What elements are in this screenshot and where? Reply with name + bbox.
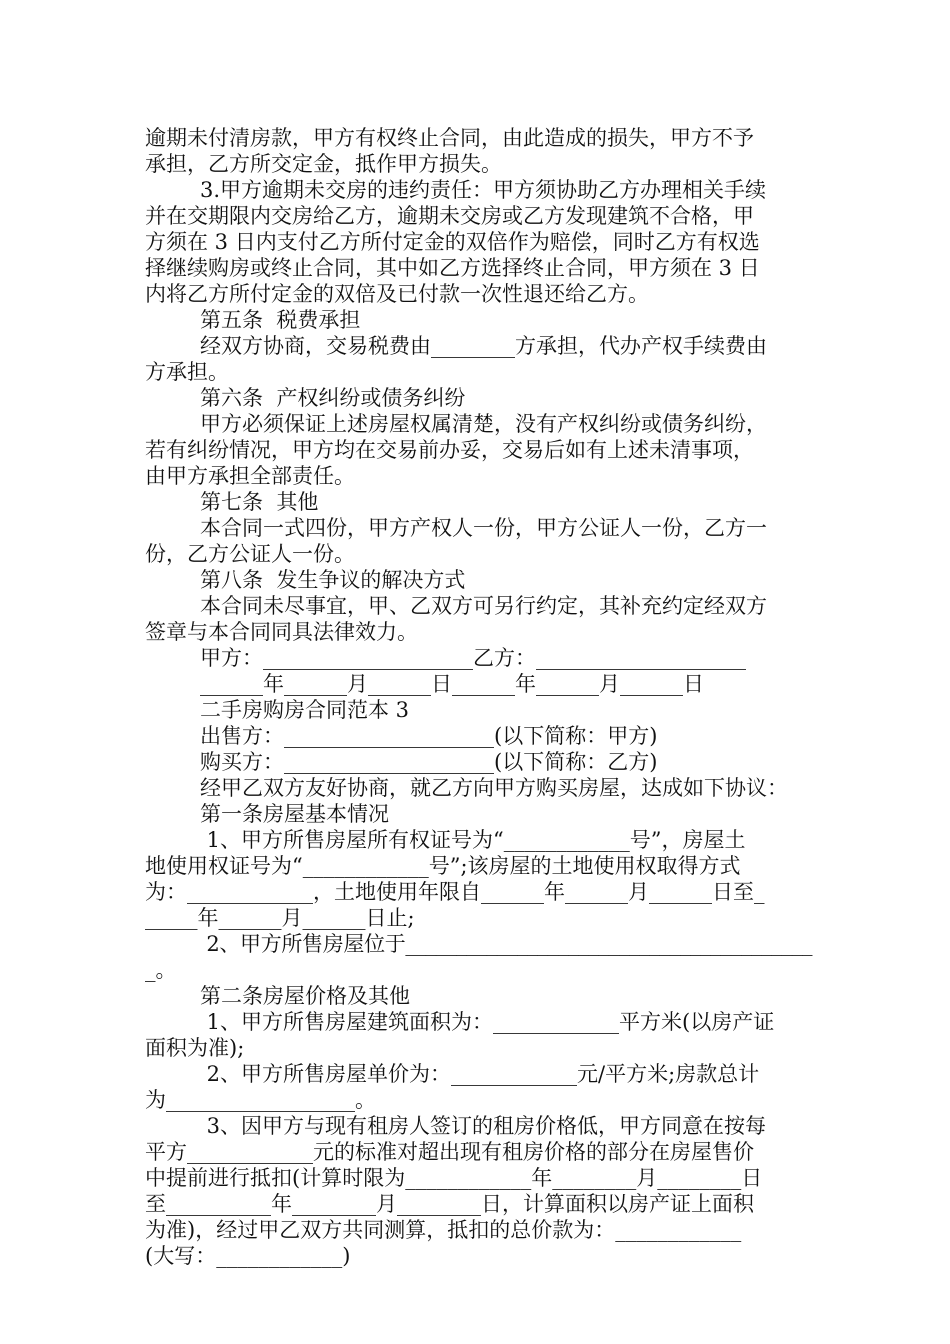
document-subtitle: 二手房购房合同范本 3 — [200, 698, 410, 722]
paragraph-line: _。 — [145, 958, 177, 982]
section-heading: 第五条 税费承担 — [200, 308, 361, 332]
paragraph-line: 为：____________，土地使用年限自______年______月______日至_ — [145, 880, 765, 904]
buyer-line: 购买方：____________________(以下简称：乙方) — [200, 750, 658, 774]
paragraph-line: 份，乙方公证人一份。 — [145, 542, 355, 566]
section-heading: 第六条 产权纠纷或债务纠纷 — [200, 386, 466, 410]
paragraph-line: 经甲乙双方友好协商，就乙方向甲方购买房屋，达成如下协议： — [200, 776, 788, 800]
paragraph-line: 内将乙方所付定金的双倍及已付款一次性退还给乙方。 — [145, 282, 649, 306]
paragraph-line: 中提前进行抵扣(计算时限为____________年________月________日 — [145, 1166, 763, 1190]
paragraph-line: _____年______月______日止; — [145, 906, 415, 930]
paragraph-line: 平方____________元的标准对超出现有租房价格的部分在房屋售价 — [145, 1140, 754, 1164]
section-heading: 第二条房屋价格及其他 — [200, 984, 410, 1008]
seller-line: 出售方：____________________(以下简称：甲方) — [200, 724, 658, 748]
paragraph-line: 为准)，经过甲乙双方共同测算，抵扣的总价款为：____________ — [145, 1218, 742, 1242]
paragraph-line: 逾期未付清房款，甲方有权终止合同，由此造成的损失，甲方不予 — [145, 126, 754, 150]
paragraph-line: 1、甲方所售房屋建筑面积为：____________平方米(以房产证 — [200, 1010, 775, 1034]
paragraph-line: 地使用权证号为“____________号”;该房屋的土地使用权取得方式 — [145, 854, 741, 878]
paragraph-line: 方须在 3 日内支付乙方所付定金的双倍作为赔偿，同时乙方有权选 — [145, 230, 760, 254]
section-heading: 第八条 发生争议的解决方式 — [200, 568, 466, 592]
paragraph-line: 经双方协商，交易税费由________方承担，代办产权手续费由 — [200, 334, 767, 358]
paragraph-line: 若有纠纷情况，甲方均在交易前办妥，交易后如有上述未清事项， — [145, 438, 754, 462]
paragraph-line: 甲方必须保证上述房屋权属清楚，没有产权纠纷或债务纠纷， — [200, 412, 767, 436]
paragraph-line: 3、因甲方与现有租房人签订的租房价格低，甲方同意在按每 — [200, 1114, 767, 1138]
paragraph-line: 本合同一式四份，甲方产权人一份，甲方公证人一份，乙方一 — [200, 516, 767, 540]
paragraph-line: (大写：____________) — [145, 1244, 351, 1268]
section-heading: 第七条 其他 — [200, 490, 319, 514]
paragraph-line: 承担，乙方所交定金，抵作甲方损失。 — [145, 152, 502, 176]
paragraph-line: 签章与本合同同具法律效力。 — [145, 620, 418, 644]
paragraph-line: 2、甲方所售房屋单价为：____________元/平方米;房款总计 — [200, 1062, 760, 1086]
paragraph-line: 面积为准); — [145, 1036, 245, 1060]
paragraph-line: 为__________________。 — [145, 1088, 376, 1112]
section-heading: 第一条房屋基本情况 — [200, 802, 389, 826]
paragraph-line: 2、甲方所售房屋位于________________________________________ — [200, 932, 813, 956]
paragraph-line: 1、甲方所售房屋所有权证号为“____________号”，房屋土 — [200, 828, 746, 852]
signature-line: 甲方：____________________乙方：____________________ — [200, 646, 746, 670]
paragraph-line: 本合同未尽事宜，甲、乙双方可另行约定，其补充约定经双方 — [200, 594, 767, 618]
paragraph-line: 至__________年________月________日，计算面积以房产证上面积 — [145, 1192, 754, 1216]
paragraph-line: 3.甲方逾期未交房的违约责任：甲方须协助乙方办理相关手续 — [200, 178, 767, 202]
paragraph-line: 并在交期限内交房给乙方，逾期未交房或乙方发现建筑不合格，甲 — [145, 204, 754, 228]
paragraph-line: 由甲方承担全部责任。 — [145, 464, 355, 488]
date-line: ______年______月______日______年______月______日 — [200, 672, 704, 696]
paragraph-line: 择继续购房或终止合同，其中如乙方选择终止合同，甲方须在 3 日 — [145, 256, 760, 280]
paragraph-line: 方承担。 — [145, 360, 229, 384]
